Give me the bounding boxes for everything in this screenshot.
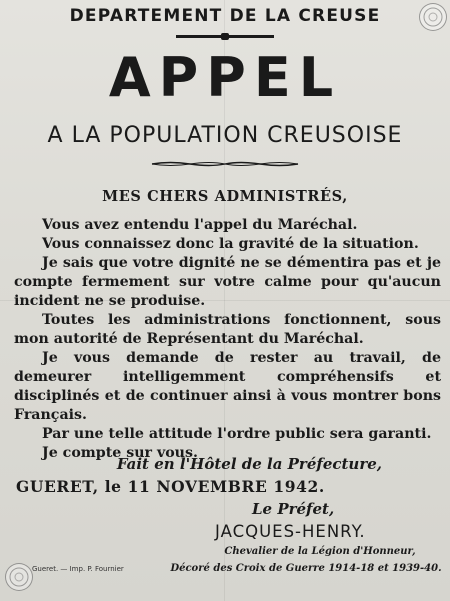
paragraph: Vous avez entendu l'appel du Maréchal. xyxy=(42,217,358,233)
heading-rule xyxy=(176,35,274,38)
date-line: GUERET, le 11 NOVEMBRE 1942. xyxy=(16,477,325,496)
signatory-honour-1: Chevalier de la Légion d'Honneur, xyxy=(224,546,416,557)
signatory-name: JACQUES-HENRY. xyxy=(215,522,366,541)
ornamental-rule xyxy=(150,161,300,167)
paragraph: Vous connaissez donc la gravité de la situation. xyxy=(42,236,419,252)
signatory-role: Le Préfet, xyxy=(252,500,335,518)
paragraph: Je compte sur vous. xyxy=(42,445,198,461)
poster-subtitle: A LA POPULATION CREUSOISE xyxy=(47,123,403,148)
paragraph: Toutes les administrations fonctionnent, sous mon autorité de Représentant du Maréchal. xyxy=(14,312,441,347)
poster-title: APPEL xyxy=(108,46,342,109)
department-heading: DEPARTEMENT DE LA CREUSE xyxy=(69,6,381,26)
place-line: Fait en l'Hôtel de la Préfecture, xyxy=(116,455,382,473)
paragraph: Je vous demande de rester au travail, de demeurer intelligemment compréhensifs et disciplinés et de continuer ainsi à vous montrer bons Français. xyxy=(14,350,441,423)
archive-stamp-icon xyxy=(5,563,33,591)
appeal-body xyxy=(14,216,441,463)
salutation: MES CHERS ADMINISTRÉS, xyxy=(102,188,348,205)
paragraph: Par une telle attitude l'ordre public sera garanti. xyxy=(42,426,432,442)
printer-credit: Gueret. — Imp. P. Fournier xyxy=(32,565,124,573)
signatory-honour-2: Décoré des Croix de Guerre 1914-18 et 1939-40. xyxy=(170,563,442,574)
paragraph: Je sais que votre dignité ne se démentira pas et je compte fermement sur votre calme pour qu'aucun incident ne se produise. xyxy=(14,255,441,309)
